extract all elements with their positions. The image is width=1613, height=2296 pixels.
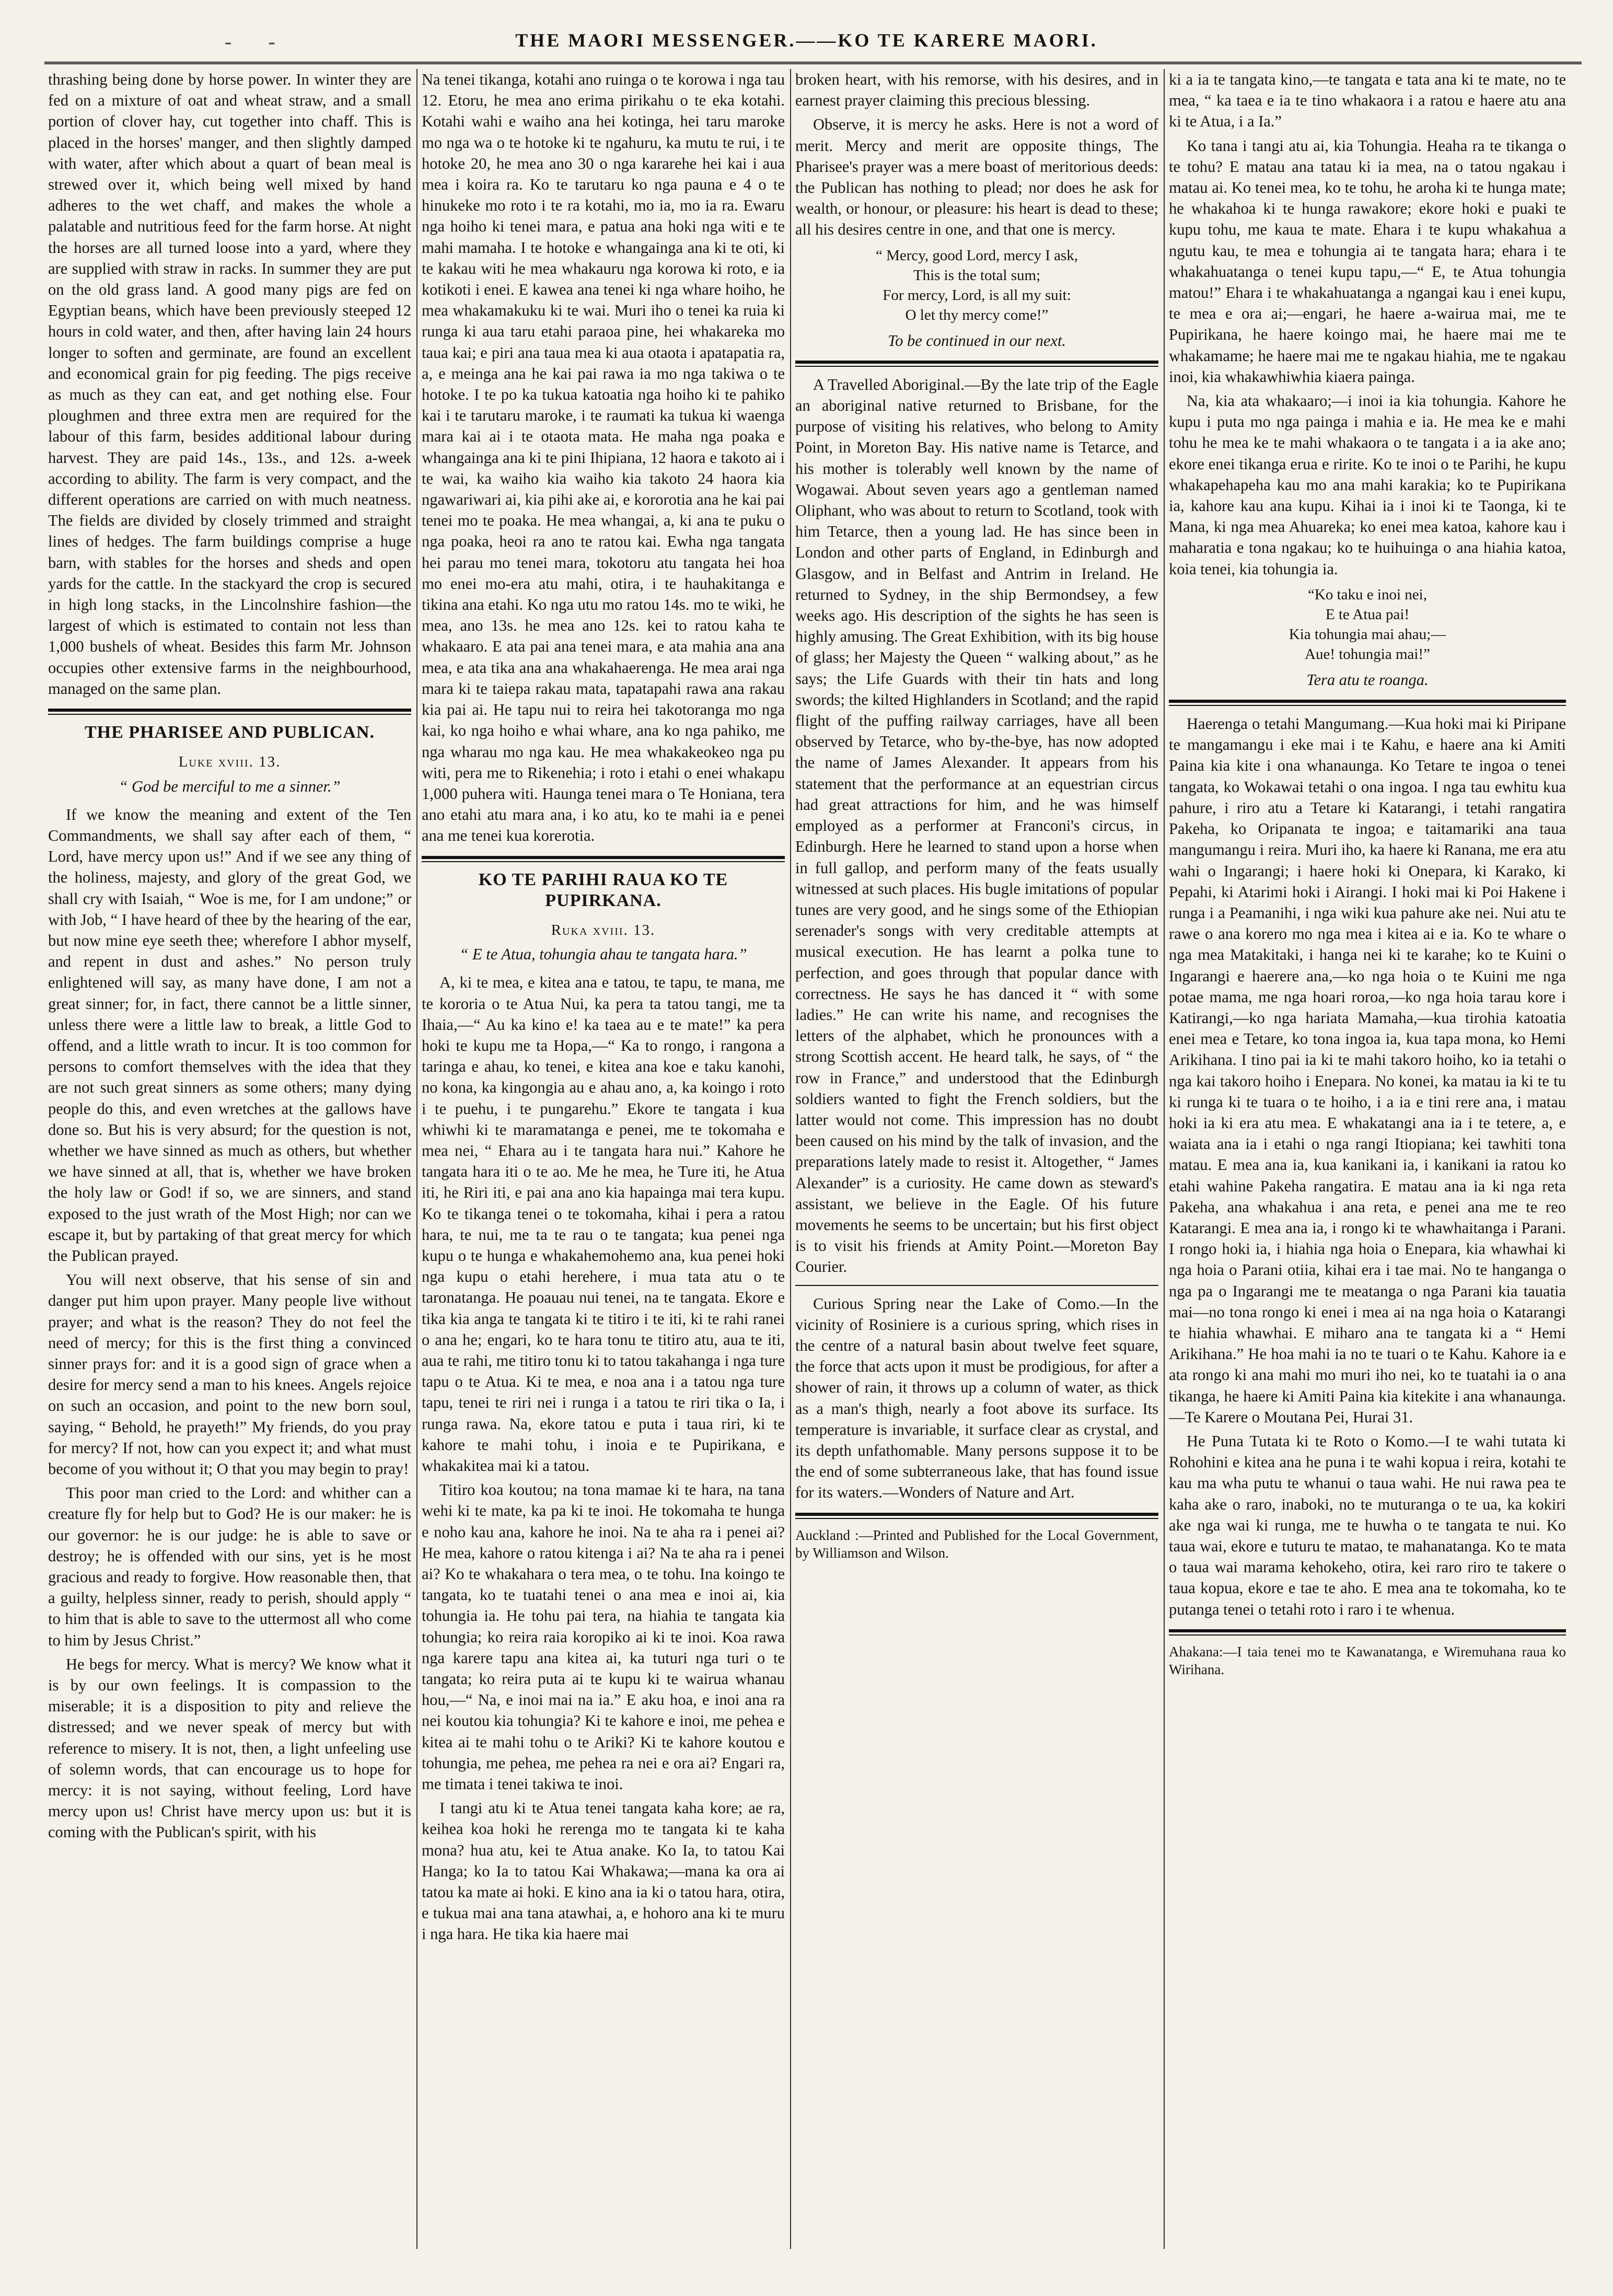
continued-note: To be continued in our next. [887, 331, 1066, 350]
aboriginal-article: A Travelled Aboriginal.—By the late trip of the Eagle an aboriginal native returned to Brisbane, for the purpose of visiting his relatives, who belong to Amity Point, in Moreton Bay. His native name is Tetarce, and his mother is tolerably well known by the name of Wogawai. About seven years ago a gentleman named Oliphant, who was about to return to Scotland, took with him Tetarce, then a young lad. He has since been in London and other parts of England, in Edinburgh and Glasgow, and in Belfast and Antrim in Ireland. He returned to Sydney, in the ship Bermondsey, a few weeks ago. His description of the sights he has seen is highly amusing. The Great Exhibition, with its big house of glass; her Majesty the Queen “ walking about,” as he says; the Life Guards with their tin hats and long swords; the kilted Highlanders in Scotland; and the rapid flight of the puffing railway carriages, have all been observed by Tetarce, who by-the-bye, has now adopted the name of James Alexander. It appears from his statement that the performance at an equestrian circus had great attractions for him, and he was himself employed as a performer at Franconi's circus, in Edinburgh. Here he learned to stand upon a horse when in full gallop, and perform many of the feats usually witnessed at such places. His bugle imitations of popular tunes are very good, and he sings some of the Ethiopian serenader's songs with very creditable attempts at musical execution. He has learnt a polka tune to perfection, and goes through that popular dance with correctness. He says he has danced it “ with some ladies.” He can write his name, and recognises the letters of the alphabet, which he pronounces with a strong Scottish accent. He heard talk, he says, of “ the row in France,” and understood that the Edinburgh soldiers wanted to fight the French soldiers, but the latter would not come. This impression has no doubt been caused on his mind by the talk of invasion, and the preparations lately made to resist it. Altogether, “ James Alexander” is a curiosity. He came down as steward's assistant, we believe in the Eagle. Of his future movements he seems to be uncertain; but his first object is to visit his friends at Amity Point.—Moreton Bay Courier. [795, 375, 1158, 1276]
article-paragraph: I tangi atu ki te Atua tenei tangata kaha kore; ae ra, keihea koa hoki he rerenga mo te tangata ki te kaha mona? hua atu, kei te Atua anake. Ko Ia, to tatou Kai Hanga; ko Ia to tatou Kai Whakawa;—mana ka ora ai tatou ka mate ai hoki. E kino ana ia ki o tatou hara, otira, e tukua mai ana tana atawhai, a, e hohoro ana ki te muru i nga hara. He tika kia haere mai [422, 1799, 785, 1943]
article-paragraph: Observe, it is mercy he asks. Here is not a word of merit. Mercy and merit are opposite things, The Pharisee's prayer was a mere boast of meritorious deeds: the Publican has nothing to plead; nor does he ask for wealth, or honour, or pleasure: his heart is dead to these; all his desires centre in one, and that one is mercy. [795, 115, 1158, 239]
article-heading: KO TE PARIHI RAUA KO TE PUPIRKANA. [478, 869, 728, 910]
verse-line: This is the total sum; [913, 266, 1041, 284]
column-rule [1164, 69, 1165, 2249]
article-paragraph: broken heart, with his remorse, with his desires, and in earnest prayer claiming this precious blessing. [795, 71, 1158, 110]
article-paragraph: A, ki te mea, e kitea ana e tatou, te tapu, te mana, me te kororia o te Atua Nui, ka pera ta tatou tangi, me ta Ihaia,—“ Au ka kino e! ka taea au e te mate!” ka pera hoki te kupu me ta Hopa,—“ Ka to rongo, i rangona a taringa e ahau, ko tenei, e kitea ana koe e taku kanohi, no kona, ka kingongia au e ahau ano, a, ka koingo i roto i te puehu, i te pungarehu.” Ekore te tangata i kua whiwhi ki te maramatanga e penei, me te tokomaha e mea nei, “ Ehara au i te tangata hara nui.” Kahore he tangata hara iti o te ao. Me he mea, he Ture iti, he Atua iti, he Riri iti, e pai ana ano kia hapainga mai tera kupu. Ko te tikanga tenei o te tokomaha, kihai i pera a ratou hara, te nui, me ta te rau o te tangata; kua penei nga kupu o te hunga e whakahemohemo ana, kua penei hoki nga kupu o etahi herehere, i mua tata atu o te taronatanga. He poauau nui tenei, na te tangata. Ekore e tika kia anga te tangata ki te titiro i te iti, ki te rahi ranei o ana he; engari, ko te hara tonu te titiro atu, aua te iti, aua te rahi, me titiro tonu ki to tatou takahanga i nga ture tapu o te Atua. Ki te mea, e noa ana i a tatou nga ture tapu, tenei te riri nei i runga i a tatou te riri tika o Ia, i runga rawa. Na, ekore tatou e puta i taua riri, ki te kahore te mahi tohu, i inoia e te Pupirikana, e whakakitea mai ki a tatou. [422, 973, 785, 1475]
verse [795, 246, 1158, 325]
article-paragraph: Na, kia ata whakaaro;—i inoi ia kia tohungia. Kahore he kupu i puta mo nga painga i mahia e ia. He mea ke e mahi tohu he mea ke te mahi whakaora o te tangata i a ia ake ano; ekore enei tikanga erua e ririte. Ko te inoi o te Parihi, he kupu whakapehapeha kau mo ana mahi karakia; ko te Pupirikana ia, kahore kau ana kupu. Kihai ia i inoi ki te Taonga, ki te Mana, ki nga mea Ahuareka; ko enei mea katoa, kahore kau i maharatia e tona ngakau; ko te huihuinga o ana hiahia katoa, koia tenei, kia tohungia ia. [1169, 392, 1566, 578]
article-paragraph: Ko tana i tangi atu ai, kia Tohungia. Heaha ra te tikanga o te tohu? E matau ana tatau ki ia mea, na o tatou ngakau i matau ai. Ko tenei mea, ko te tohu, he aroha ki te hunga mate; he whakahoa ki te hunga rawakore; ekore hoki e puaki te kupu tohu, me kaua te mate. Ehara i te kupu whakahua a ngutu kau, te mea e tohungia ai te tangata hara; ehara i te whakahuatanga o tenei kupu tapu,—“ E, te Atua tohungia matou!” Ehara i te whakahuatanga a ngangai kau i enei kupu, te mea e ora ai;—engari, he haere a-wairua mai, me te Pupirikana, he haere koingo mai, he haere mai me te whakamame; he haere mai me te ngakau hiahia, me te ngakau inoi, kia whakawhiwhia kiaera painga. [1169, 136, 1566, 386]
farm-article-text: thrashing being done by horse power. In winter they are fed on a mixture of oat and wheat straw, and a small portion of clover hay, cut together into chaff. This is placed in the horses' manger, and then slightly damped with water, after which about a quart of bean meal is strewed over it, which being well mixed by hand adheres to the wet chaff, and makes the whole a palatable and nutritious feed for the farm horse. At night the horses are all turned loose into a yard, where they are supplied with straw in racks. In summer they are put on the old grass land. A good many pigs are fed on Egyptian beans, which have been previously steeped 12 hours in cold water, and then, after having lain 24 hours longer to soften and germinate, are found an excellent and economical grain for pig feeding. The pigs receive as much as they can eat, and get nothing else. Four ploughmen and three extra men are required for the labour of this farm, besides additional labour during harvest. They are paid 14s., 13s., and 12s. a-week according to ability. The farm is very compact, and the different operations are carried on with much neatness. The fields are divided by closely trimmed and straight lines of hedges. The farm buildings comprise a huge barn, with stables for the horses and sheds and open yards for the cattle. In the stackyard the crop is secured in high long stacks, in the Lincolnshire fashion—the largest of which is estimated to contain not less than 1,000 bushels of wheat. Besides this farm Mr. Johnson occupies other extensive farms in the neighbourhood, managed on the same plan. [48, 71, 411, 698]
section-divider [795, 1285, 1158, 1286]
verse-line: “ Mercy, good Lord, mercy I ask, [875, 247, 1078, 264]
column-2 [422, 69, 785, 2259]
section-divider [795, 361, 1158, 367]
section-divider [422, 856, 785, 862]
verse-line: For mercy, Lord, is all my suit: [883, 286, 1071, 304]
column-rule [790, 69, 791, 2249]
farm-article-maori: Na tenei tikanga, kotahi ano ruinga o te korowa i nga tau 12. Etoru, he mea ano erima pirikahu o te eka kotahi. Kotahi wahi e waiho ana hei kotinga, hei taru maroke mo nga wa o te hotoke ki te ngahuru, ka mutu te rui, i te hotoke 20, he mea ano 30 o nga kararehe hei kai i aua mea i koira ra. Ko te tarutaru ko nga pauna e 4 o te hinukeke mo roto i te ra kotahi, mo ia, mo ia ra. Ewaru nga hoiho ki tenei mara, e patua ana hoki nga witi e te mahi mamaha. I te hotoke e whangainga ana ki te oti, ki te kakau witi he mea whakauru nga korowa ki roto, e ia kotikoti i enei. E kawea ana tenei ki nga whare hoiho, he mea whakamakuku ki te wai. Muri iho o tenei ka ruia ki runga ki aua taru etahi paraoa pine, hei whakareka mo taua kai; e piri ana taua mea ki aua otaota i apatapatia ra, a, e meinga ana he kai pai rawa ia mo nga takiwa o te hotoke. I te po ka tukua katoatia nga hoiho ki te pahiko kai i te tarutaru maroke, i te raumati ka tukua ki waenga mara kai ai i te otaota mata. He maha nga poaka e whangainga ana ki te pini Ihipiana, 12 haora e takoto ai i te wai, ka waiho kia waiho kia takoto 24 haora kia ngawariwari ai, kia pihi ake ai, e kororotia ana he kai pai tenei mo te poaka. He mea whangai, a, ki ana te puku o nga poaka, heoi ra ano te ratou kai. Ewha nga tangata hei parau mo tenei mara, tokotoru atu tangata hei hoa mo enei mo-era atu mahi, otira, i te hauhakitanga e tikina ana etahi. Ko nga utu mo ratou 14s. mo te wiki, he mea, ano 13s. he mea ano 12s. kei to ratou kaha te whakaaro. E ata pai ana tenei mara, e ata mahia ana ana mea, e ata tika ana ana whakahaerenga. He mea arai nga mara ki te taiepa rakau mata, tapatapahi rawa ana rakau kia pai ai. He tapu nui to reira hei takotoranga mo nga kai, ko nga hoiho e whai whare, ana ko nga pahiko, me nga wharau mo nga kau. He mea whakakeokeo nga pu witi, pera me to Rikenehia; i roto i etahi o enei whakapu 1,000 puhera witi. Haunga tenei mara o Te Honiana, tera ano etahi atu mara ana, i ko atu, ko te mahi ia e penei ana me tenei kua korerotia. [422, 71, 785, 845]
verse-line: O let thy mercy come!” [905, 306, 1049, 323]
verse-line: “Ko taku e inoi nei, [1308, 586, 1427, 603]
article-paragraph: This poor man cried to the Lord: and whither can a creature fly for help but to God? He is our maker: he is our governor: he is our judge: he is able to save or destroy; he is offended with our sins, yet is he most gracious and ready to forgive. How reasonable then, that a guilty, helpless sinner, ready to perish, should apply “ to him that is able to save to the uttermost all who come to him by Jesus Christ.” [48, 1484, 411, 1649]
imprint-maori: Ahakana:—I taia tenei mo te Kawanatanga, e Wiremuhana raua ko Wirihana. [1169, 1643, 1566, 1677]
section-divider [1169, 1629, 1566, 1636]
scripture-quote: “ E te Atua, tohungia ahau te tangata hara.” [459, 945, 747, 964]
verse-line: E te Atua pai! [1325, 606, 1410, 623]
article-paragraph: You will next observe, that his sense of sin and danger put him upon prayer. Many people live without prayer; and what is the reason? They do not feel the need of mercy; for this is the first thing a convinced sinner prays for: and it is a good sign of grace when a desire for mercy send a man to his knees. Angels rejoice on such an occasion, and point to the new born soul, saying, “ Behold, he prayeth!” My friends, do you pray for mercy? If not, how can you expect it; and what must become of you without it; O that you may begin to pray! [48, 1271, 411, 1478]
column-1 [48, 69, 411, 2259]
section-divider [1169, 700, 1566, 706]
aboriginal-article-maori: Haerenga o tetahi Mangumang.—Kua hoki mai ki Piripane te mangamangu i eke mai i te Kahu, e haere ana ki Amiti Paina kia kite i ona whanaunga. Ko Tetare te ingoa o tenei tangata, ko Wokawai tetahi o ona ingoa. I nga tau ewhitu kua pahure, i riro atu a Tetare ki Katarangi, i tetahi rangatira Pakeha, ko Oripanata te ingoa; e taitamariki ana taua mangumangu i reira. Muri iho, ka haere ki Ranana, me era atu wahi o Ingarangi; i haere hoki ki Onepara, ki Karako, ki Pepahi, ki Atarimi hoki i Airangi. I hoki mai ki Poi Hakene i runga i a Peamanihi, i nga wiki kua pahure ake nei. Nui atu te rawe o ana korero mo nga mea i kitea ai e ia. Ko te whare o nga mea Matakitaki, i hanga nei ki te karahe; ko te Kuini o Ingarangi e haerere ana,—ko nga hoia o te Kuini me nga potae mama, me nga hoari roroa,—ko nga hoia tarau kore i Katirangi,—ko nga hariata Mamaha,—kua tirohia katoatia enei mea e Tetare, ko tona ingoa ia, kua tapa mona, ko Hemi Arikihana. I tino pai ia ki te mahi takoro hoiho, ko ia tetahi o nga kai takoro hoiho i Enepara. No konei, ka matau ia ki te tu ki runga ki te tuara o te hoiho, i a ia e tini rere ana, i matau hoki ia ki era atu mea. E whakatangi ana ia i te tetere, a, e waiata ana ia i etahi o nga rangi Itiopiana; kei tawhiti tona matau. E mea ana ia, kua kanikani ia, i kanikani ia ratou ko etahi wahine Pakeha rangatira. E matau ana ia ki nga reta Pakeha, ana whakahua i ana reta, e penei ana me te reo Katarangi. E mea ana ia, i rongo ki te whawhaitanga i Parani. I rongo hoki ia, i hiahia nga hoia o Enepara, kia whawhai ki nga hoia o Parani otiia, kihai era i tae mai. No te hanganga o nga pa o Ingarangi me te meatanga o nga Parani kia tauatia mai—no tona rongo ki enei i mea ai na nga hoia o Katarangi te hiahia whawhai. E miharo ana te tangata ki a “ Hemi Arikihana.” He hoa mahi ia no te tuari o te Kahu. Kahore ia e ata rongo ki ana mahi mo muri iho nei, ko te tuatahi ia o ana tikanga, he haere ki Amiti Paina kia kitekite i ana whanaunga.—Te Karere o Moutana Pei, Hurai 31. [1169, 715, 1566, 1426]
spring-article: Curious Spring near the Lake of Como.—In the vicinity of Rosiniere is a curious spring, which rises in the centre of a natural basin about twelve feet square, the force that acts upon it must be prodigious, for after a shower of rain, it throws up a column of water, as thick as a man's thigh, nearly a foot above its surface. Its temperature is invariable, it surface clear as crystal, and its depth unfathomable. Many persons suppose it to be the end of some subterraneous lake, that has found issue for its waters.—Wonders of Nature and Art. [795, 1294, 1158, 1502]
scripture-quote: “ God be merciful to me a sinner.” [119, 777, 341, 795]
page-marks: - - [225, 30, 291, 53]
masthead-rule [44, 62, 1582, 64]
article-paragraph: ki a ia te tangata kino,—te tangata e tata ana ki te mate, no te mea, “ ka taea e ia te tino whakaora i a ratou e haere atu ana ki te Atua, i a Ia.” [1169, 71, 1566, 131]
column-rule [416, 69, 417, 2249]
column-3 [795, 69, 1158, 2259]
scripture-citation: Luke xviii. 13. [178, 753, 281, 771]
continued-note: Tera atu te roanga. [1306, 670, 1429, 689]
article-paragraph: If we know the meaning and extent of the Ten Commandments, we shall say after each of them, “ Lord, have mercy upon us!” And if we see any thing of the holiness, majesty, and glory of the great God, we shall cry with Isaiah, “ Woe is me, for I am undone;” or with Job, “ I have heard of thee by the hearing of the ear, but now mine eye seeth thee; wherefore I abhor myself, and repent in dust and ashes.” No person truly enlightened will say, as many have done, I am not a great sinner; for, in fact, there cannot be a little sinner, unless there were a little law to break, a little God to offend, and a little wrath to incur. It is too common for persons to comfort themselves with the idea that they are not such great sinners as some others; many dying people do this, and even wretches at the gallows have done so. But his is very absurd; for the question is not, whether we have sinned as much as others, but whether we have sinned at all, that is, whether we have broken the holy law or God! if so, we are sinners, and stand exposed to the just wrath of the Most High; nor can we escape it, but by partaking of that great mercy for which the Publican prayed. [48, 805, 411, 1265]
scripture-citation: Ruka xviii. 13. [551, 921, 656, 938]
article-heading: THE PHARISEE AND PUBLICAN. [85, 723, 375, 743]
masthead-title: THE MAORI MESSENGER.——KO TE KARERE MAORI. [515, 30, 1098, 51]
verse-line: Kia tohungia mai ahau;— [1289, 625, 1446, 643]
spring-article-maori: He Puna Tutata ki te Roto o Komo.—I te wahi tutata ki Rohohini e kitea ana he puna i te wahi kopua i reira, kotahi te kau ma wha putu te whanui o taua wahi. He nui rawa pea te kaha ake o raro, inaboki, no te muturanga o te ua, ka kokiri ake nga wai ki runga, me te huwha o te tangata te nui. Ko taua wai, ekore e tuturu te matao, te mahanatanga. Ko te mata o taua wai marama kehokeho, otira, kei raro riro te takere o taua kopua, ekore e tae te aho. E mea ana te tokomaha, ko te putanga tenei o tetahi roto i raro i te whenua. [1169, 1432, 1566, 1618]
verse [1169, 585, 1566, 664]
section-divider [48, 709, 411, 715]
imprint: Auckland :—Printed and Published for the Local Government, by Williamson and Wilson. [795, 1527, 1158, 1561]
masthead [0, 29, 1613, 61]
verse-line: Aue! tohungia mai!” [1305, 645, 1430, 663]
column-4 [1169, 69, 1566, 2259]
article-paragraph: Titiro koa koutou; na tona mamae ki te hara, na tana wehi ki te mate, ka pa ki te inoi. He tokomaha te hunga e noho kau ana, kahore he inoi. Na te aha ra i penei ai? He mea, kahore o ratou kitenga i ai? Na te aha ra i penei ai? Ko te whakahara o tera mea, o te tohu. Ina koingo te tangata, ko te tuatahi tenei o ana mea e inoi ai, kia tohungia ia. He tohu pai tera, na hiahia te tangata kia tohungia; ko reira raia koropiko ai ki te inoi. Koa rawa nga karere tapu ana kitea ai, ka tuturi nga turi o te tangata; ko reira puta ai te kupu ki te wairua whanau hou,—“ Na, e inoi mai na ia.” E aku hoa, e inoi ana ra nei koutou kia tohungia? Ki te kahore e inoi, me pehea e kitea ai te mahi tohu o te Ariki? Ki te kahore koutou e tohungia, me pehea, me pehea ra nei e ora ai? Engari ra, me timata i tenei takiwa te inoi. [422, 1481, 785, 1793]
article-paragraph: He begs for mercy. What is mercy? We know what it is by our own feelings. It is compassion to the miserable; it is a disposition to pity and relieve the distressed; and we never speak of mercy but with reference to misery. It is not, then, a light unfeeling use of solemn words, that can encourage us to hope for mercy: it is not saying, without feeling, Lord have mercy upon us! Christ have mercy upon us: but it is coming with the Publican's spirit, with his [48, 1655, 411, 1841]
section-divider [795, 1513, 1158, 1519]
